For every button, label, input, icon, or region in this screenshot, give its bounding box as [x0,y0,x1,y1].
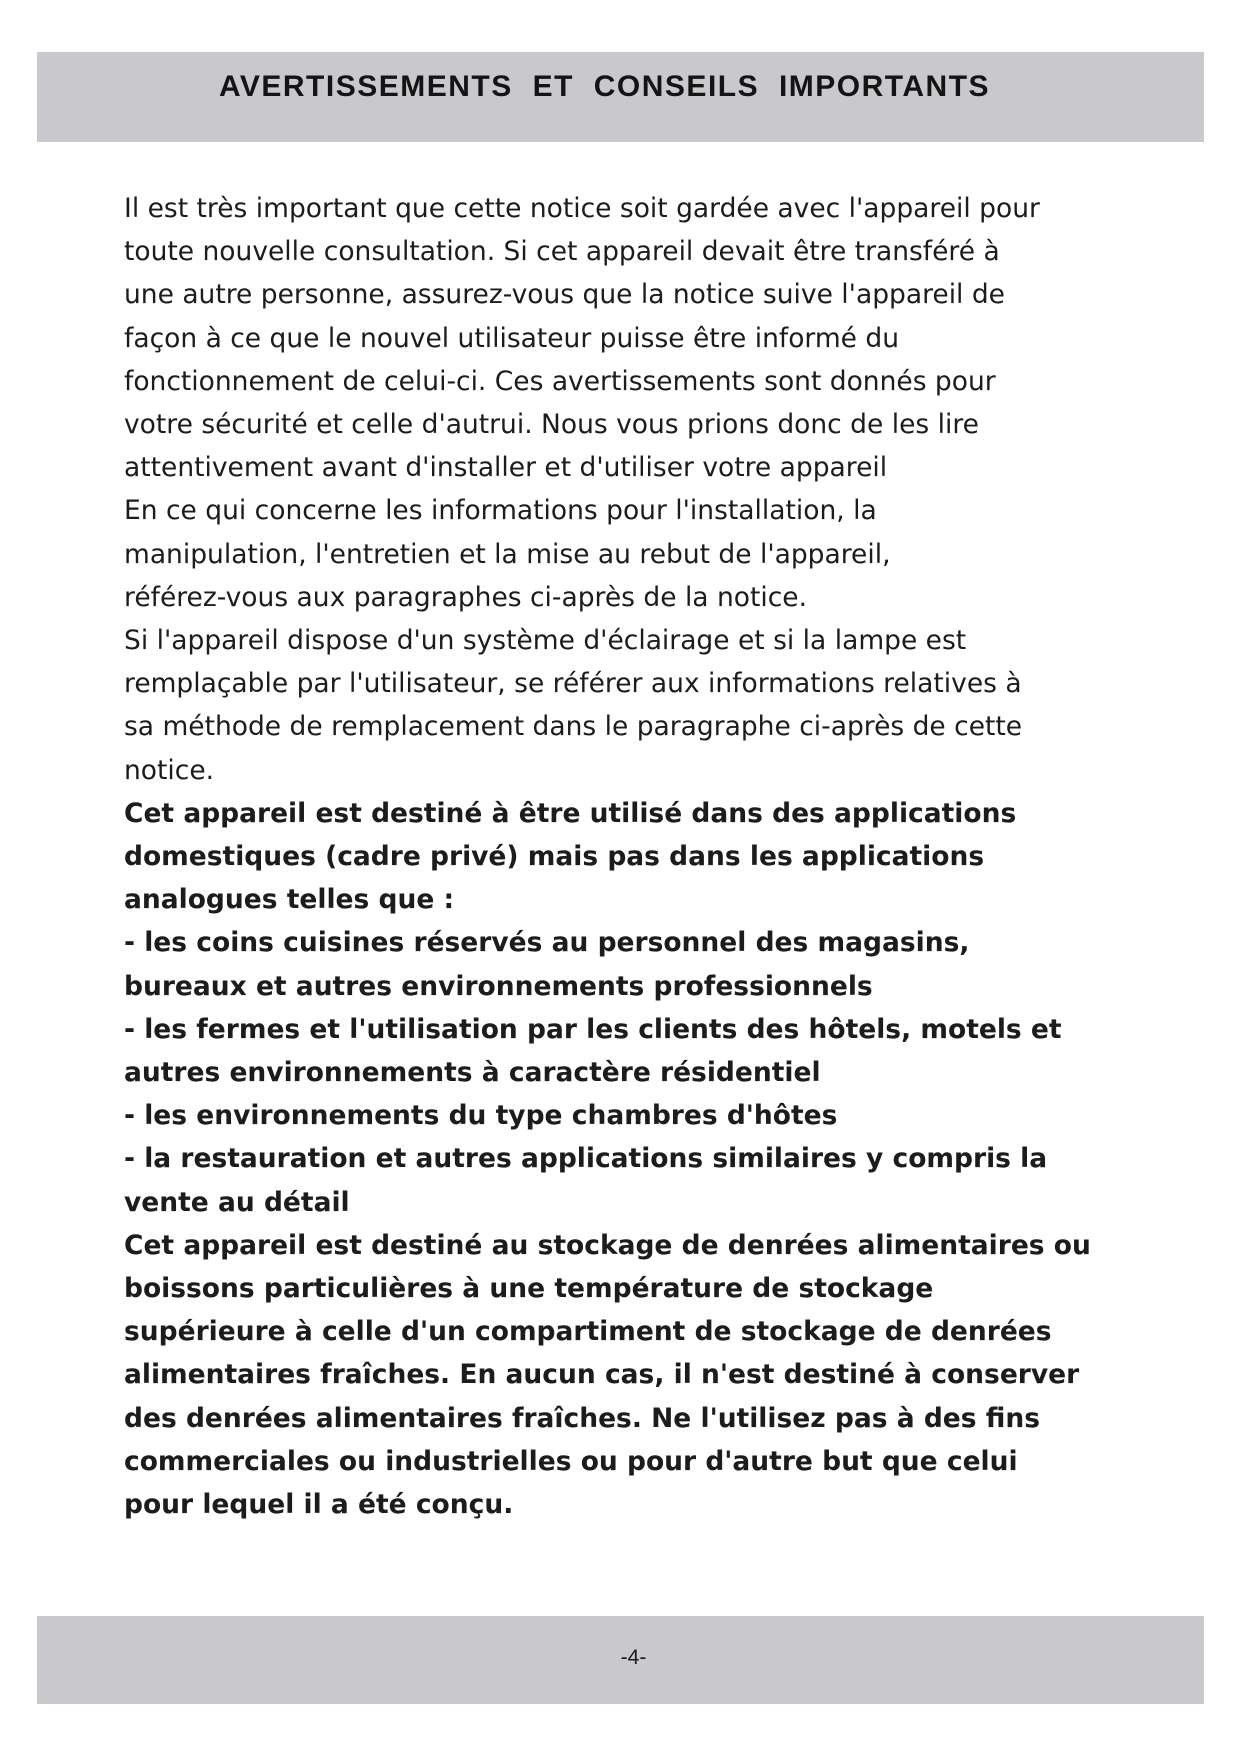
bold-body-line: bureaux et autres environnements professionnels [124,970,873,1002]
body-line: façon à ce que le nouvel utilisateur puisse être informé du [124,322,900,354]
bold-body-line: vente au détail [124,1186,350,1218]
bold-body-line: - les environnements du type chambres d'hôtes [124,1100,838,1132]
bold-body-line: analogues telles que : [124,884,455,916]
body-line: référez-vous aux paragraphes ci-après de la notice. [124,581,808,613]
body-line: fonctionnement de celui-ci. Ces avertissements sont donnés pour [124,365,996,397]
body-line: toute nouvelle consultation. Si cet appareil devait être transféré à [124,236,1000,268]
body-line: manipulation, l'entretien et la mise au rebut de l'appareil, [124,538,891,570]
bold-body-line: alimentaires fraîches. En aucun cas, il n'est destiné à conserver [124,1359,1080,1391]
footer-band [37,1616,1204,1704]
body-line: Il est très important que cette notice soit gardée avec l'appareil pour [124,193,1040,224]
body-line: une autre personne, assurez-vous que la notice suive l'appareil de [124,279,1005,311]
bold-body-line: commerciales ou industrielles ou pour d'autre but que celui [124,1445,1018,1477]
bold-body-line: autres environnements à caractère résidentiel [124,1057,821,1089]
bold-body-line: domestiques (cadre privé) mais pas dans les applications [124,841,985,873]
bold-body-line: - les fermes et l'utilisation par les clients des hôtels, motels et [124,1013,1062,1045]
body-line: En ce qui concerne les informations pour l'installation, la [124,495,877,527]
body-line: sa méthode de remplacement dans le paragraphe ci-après de cette [124,711,1023,743]
bold-body-line: boissons particulières à une température de stockage [124,1273,934,1305]
bold-body-line: - les coins cuisines réservés au personnel des magasins, [124,927,970,959]
header-band [37,52,1204,142]
page-number: -4- [620,1646,647,1669]
bold-body-line: des denrées alimentaires fraîches. Ne l'utilisez pas à des fins [124,1402,1041,1434]
page-title: AVERTISSEMENTS ET CONSEILS IMPORTANTS [218,70,991,103]
body-line: notice. [124,754,215,786]
bold-body-line: supérieure à celle d'un compartiment de stockage de denrées [124,1316,1052,1348]
body-line: Si l'appareil dispose d'un système d'éclairage et si la lampe est [124,625,967,657]
body-line: attentivement avant d'installer et d'utiliser votre appareil [124,452,888,484]
body-line: votre sécurité et celle d'autrui. Nous vous prions donc de les lire [124,409,979,441]
body-line: remplaçable par l'utilisateur, se référer aux informations relatives à [124,668,1022,700]
bold-body-line: Cet appareil est destiné au stockage de denrées alimentaires ou [124,1229,1091,1261]
bold-body-line: Cet appareil est destiné à être utilisé dans des applications [124,797,1017,829]
notice-body [124,187,1124,1526]
bold-body-line: - la restauration et autres applications similaires y compris la [124,1143,1048,1175]
bold-body-line: pour lequel il a été conçu. [124,1489,514,1521]
